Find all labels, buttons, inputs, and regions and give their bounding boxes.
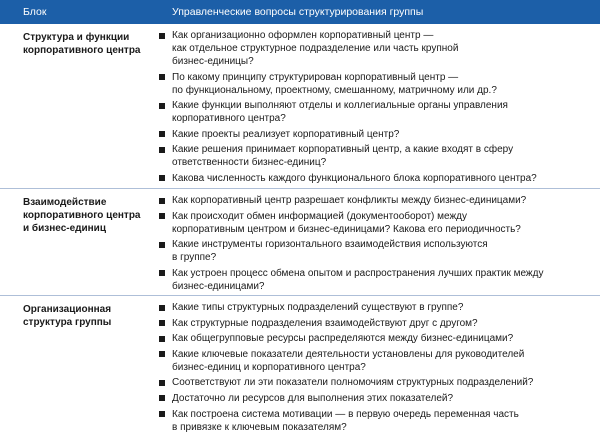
table-row	[0, 296, 600, 432]
header-questions: Управленческие вопросы структурирования группы	[172, 6, 424, 18]
questions-list	[148, 24, 600, 188]
table-header	[0, 0, 600, 24]
question-item: По какому принципу структурирован корпоративный центр — по функциональному, проектному, смешанному, матричному или др.?	[148, 71, 590, 97]
question-item: Как происходит обмен информацией (документооборот) между корпоративным центром и бизнес-единицами? Какова его периодичность?	[148, 210, 590, 236]
question-item: Как устроен процесс обмена опытом и распространения лучших практик между бизнес-единицами?	[148, 267, 590, 293]
block-name: Структура и функции корпоративного центра	[23, 32, 141, 56]
table-row	[0, 24, 600, 189]
question-item: Какова численность каждого функционального блока корпоративного центра?	[148, 172, 590, 185]
header-block: Блок	[23, 6, 47, 18]
question-item: Как общегрупповые ресурсы распределяются между бизнес-единицами?	[148, 332, 590, 345]
questions-list	[148, 189, 600, 295]
question-item: Какие ключевые показатели деятельности установлены для руководителей бизнес-единиц и корпоративного центра?	[148, 348, 590, 374]
question-item: Как корпоративный центр разрешает конфликты между бизнес-единицами?	[148, 194, 590, 207]
question-item: Какие функции выполняют отделы и коллегиальные органы управления корпоративного центра?	[148, 99, 590, 125]
question-item: Как структурные подразделения взаимодействуют друг с другом?	[148, 317, 590, 330]
question-item: Как построена система мотивации — в первую очередь переменная часть в привязке к ключевым показателям?	[148, 408, 590, 434]
question-item: Как организационно оформлен корпоративный центр — как отдельное структурное подразделение или часть крупной бизнес-единицы?	[148, 29, 590, 68]
question-item: Какие типы структурных подразделений существуют в группе?	[148, 301, 590, 314]
question-item: Какие решения принимает корпоративный центр, а какие входят в сферу ответственности бизнес-единиц?	[148, 143, 590, 169]
table-row	[0, 189, 600, 296]
block-name: Организационная структура группы	[23, 304, 112, 328]
question-item: Достаточно ли ресурсов для выполнения этих показателей?	[148, 392, 590, 405]
question-item: Какие проекты реализует корпоративный центр?	[148, 128, 590, 141]
questions-list	[148, 296, 600, 432]
question-item: Какие инструменты горизонтального взаимодействия используются в группе?	[148, 238, 590, 264]
question-item: Соответствуют ли эти показатели полномочиям структурных подразделений?	[148, 376, 590, 389]
block-name: Взаимодействие корпоративного центра и бизнес-единиц	[23, 197, 141, 234]
